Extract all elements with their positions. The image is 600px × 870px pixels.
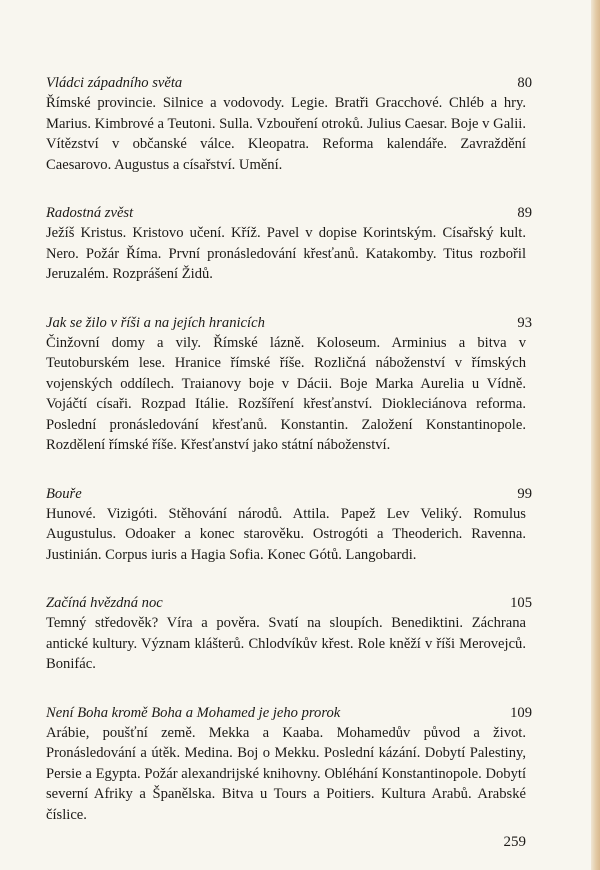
chapter-page-number: 80	[517, 75, 532, 91]
chapter-title: Vládci západního světa	[46, 75, 183, 91]
page-number: 259	[503, 834, 526, 850]
chapter-page-number: 109	[510, 704, 532, 721]
chapter-title: Jak se žilo v říši a na jejích hranicích	[46, 314, 265, 331]
chapter-page-number: 93	[517, 314, 532, 331]
page-edge	[591, 0, 600, 870]
chapter-summary: Hunové. Vizigóti. Stěhování národů. Attila. Papež Lev Veliký. Romulus Augustulus. Odoaker a konec starověku. Ostrogóti a Theoderich. Ravenna. Justinián. Corpus iuris a Hagia Sofia. Konec Gótů. Langobardi.	[46, 505, 526, 563]
chapter-title: Radostná zvěst	[46, 205, 134, 221]
toc-entry	[46, 703, 532, 826]
chapter-summary: Římské provincie. Silnice a vodovody. Legie. Bratři Gracchové. Chléb a hry. Marius. Kimbrové a Teutoni. Sulla. Vzbouření otroků. Julius Caesar. Boje v Galii. Vítězství v občanské válce. Kleopatra. Reforma kalendáře. Zavraždění Caesarovo. Augustus a císařství. Umění.	[46, 95, 526, 173]
chapter-title: Začíná hvězdná noc	[46, 595, 163, 611]
chapter-page-number: 105	[510, 595, 532, 611]
chapter-summary: Činžovní domy a vily. Římské lázně. Koloseum. Arminius a bitva v Teutoburském lese. Hranice římské říše. Rozličná náboženství v římských vojenských oddílech. Traianovy boje v Dácii. Boje Marka Aurelia u Vídně. Vojáčtí císaři. Rozpad Itálie. Rozšíření křesťanství. Diokleciánova reforma. Poslední pronásledování křesťanů. Konstantin. Založení Konstantinopole. Rozdělení římské říše. Křesťanství jako státní náboženství.	[46, 334, 526, 453]
toc-entry	[46, 313, 532, 456]
chapter-page-number: 99	[517, 485, 532, 502]
toc-entry	[46, 203, 532, 285]
chapter-summary: Ježíš Kristus. Kristovo učení. Kříž. Pavel v dopise Korintským. Císařský kult. Nero. Požár Říma. První pronásledování křesťanů. Katakomby. Titus rozbořil Jeruzalém. Rozprášení Židů.	[46, 225, 526, 282]
toc-entry	[46, 73, 532, 175]
chapter-title: Není Boha kromě Boha a Mohamed je jeho prorok	[46, 704, 341, 721]
table-of-contents	[46, 73, 532, 853]
chapter-page-number: 89	[517, 205, 532, 221]
chapter-summary: Temný středověk? Víra a pověra. Svatí na sloupích. Benediktini. Záchrana antické kultury. Význam klášterů. Chlodvíkův křest. Role kněží v říši Merovejců. Bonifác.	[46, 615, 526, 672]
toc-entry	[46, 593, 532, 675]
toc-entry	[46, 484, 532, 566]
chapter-summary: Arábie, poušťní země. Mekka a Kaaba. Mohamedův původ a život. Pronásledování a útěk. Medina. Boj o Mekku. Poslední kázání. Dobytí Palestiny, Persie a Egypta. Požár alexandrijské knihovny. Obléhání Konstantinopole. Dobytí severní Afriky a Španělska. Bitva u Tours a Poitiers. Kultura Arabů. Arabské číslice.	[46, 724, 526, 823]
chapter-title: Bouře	[46, 485, 82, 502]
